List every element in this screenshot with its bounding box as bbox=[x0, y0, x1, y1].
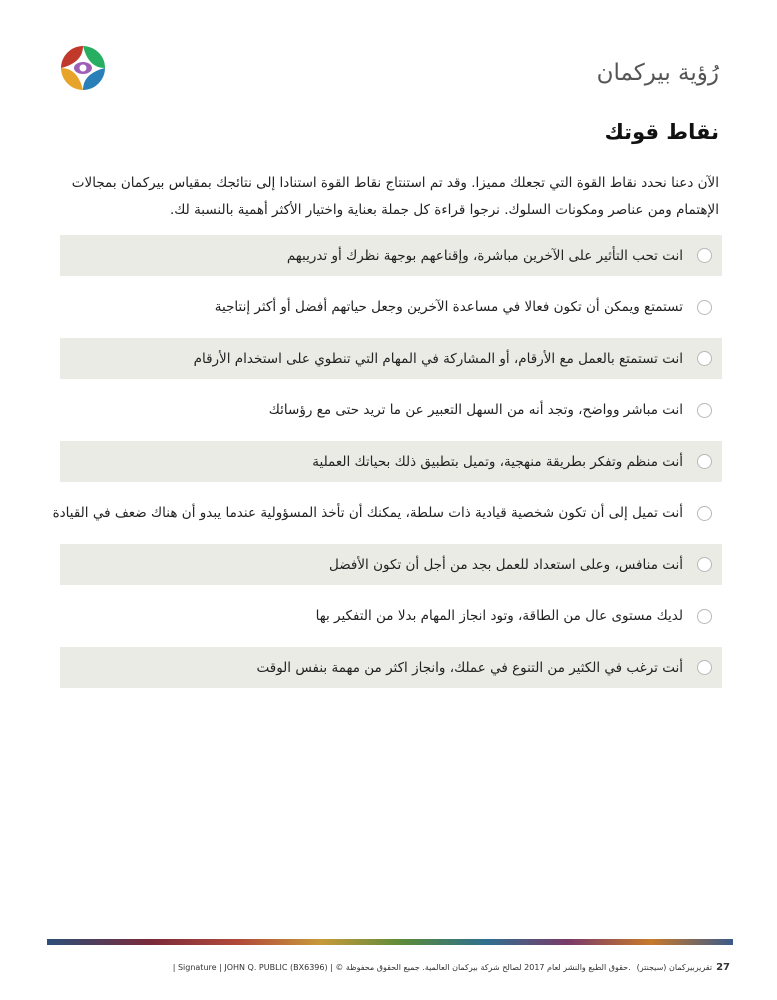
strength-option[interactable] bbox=[60, 596, 722, 637]
radio-button[interactable] bbox=[697, 300, 712, 315]
page-number: 27 bbox=[716, 962, 730, 973]
strength-option-label: أنت منافس، وعلى استعداد للعمل بجد من أجل أن تكون الأفضل bbox=[328, 556, 683, 573]
radio-button[interactable] bbox=[697, 454, 712, 469]
radio-button[interactable] bbox=[697, 403, 712, 418]
strength-option-label: أنت تميل إلى أن تكون شخصية قيادية ذات سلطة، يمكنك أن تأخذ المسؤولية عندما يبدو أن هناك ضعف في القيادة bbox=[52, 505, 683, 521]
strength-option[interactable] bbox=[60, 647, 722, 688]
intro-text: الآن دعنا نحدد نقاط القوة التي تجعلك مميزا. وقد تم استنتاج نقاط القوة استنادا إلى نتائجك بمقياس بيركمان بمجالات الإهتمام ومن عناصر ومكونات السلوك. نرجوا قراءة كل جملة بعناية واختيار الأكثر أهمية بالنسبة لك. bbox=[71, 175, 719, 218]
strength-option[interactable] bbox=[60, 338, 722, 379]
radio-button[interactable] bbox=[697, 248, 712, 263]
section-title: نقاط قوتك bbox=[604, 120, 719, 144]
radio-button[interactable] bbox=[697, 557, 712, 572]
strength-option-label: انت تحب التأثير على الآخرين مباشرة، وإقناعهم بوجهة نظرك أو تدريبهم bbox=[286, 247, 683, 264]
strength-option[interactable] bbox=[60, 287, 722, 328]
strength-option-label: أنت منظم وتفكر بطريقة منهجية، وتميل بتطبيق ذلك بحياتك العملية bbox=[312, 453, 683, 470]
strength-option[interactable] bbox=[52, 493, 722, 534]
page-footer bbox=[173, 962, 730, 973]
footer-color-bar bbox=[47, 939, 733, 945]
footer-copyright: | Signature | JOHN Q. PUBLIC (BX6396) | © حقوق الطبع والنشر لعام 2017 لصالح شركة بيركمان العالمية. جميع الحقوق محفوظة. bbox=[172, 963, 631, 972]
brand-title: رُؤية بيركمان bbox=[596, 60, 719, 86]
radio-button[interactable] bbox=[697, 660, 712, 675]
strength-option[interactable] bbox=[60, 235, 722, 276]
strength-option[interactable] bbox=[60, 441, 722, 482]
strength-option-label: انت تستمتع بالعمل مع الأرقام، أو المشاركة في المهام التي تنطوي على استخدام الأرقام bbox=[193, 350, 683, 367]
strength-option[interactable] bbox=[60, 544, 722, 585]
strengths-options-list bbox=[52, 235, 722, 699]
radio-button[interactable] bbox=[697, 506, 712, 521]
birkman-logo-icon bbox=[57, 42, 109, 94]
strength-option[interactable] bbox=[60, 390, 722, 431]
report-name: تقريربيركمان (سيجنتر) bbox=[636, 963, 713, 972]
radio-button[interactable] bbox=[697, 351, 712, 366]
strength-option-label: لديك مستوى عال من الطاقة، وتود انجاز المهام بدلا من التفكير بها bbox=[315, 608, 683, 624]
strength-option-label: تستمتع ويمكن أن تكون فعالا في مساعدة الآخرين وجعل حياتهم أفضل أو أكثر إنتاجية bbox=[214, 299, 683, 315]
strength-option-label: أنت ترغب في الكثير من التنوع في عملك، وانجاز اكثر من مهمة بنفس الوقت bbox=[256, 659, 683, 676]
strength-option-label: انت مباشر وواضح، وتجد أنه من السهل التعبير عن ما تريد حتى مع رؤسائك bbox=[268, 402, 683, 418]
radio-button[interactable] bbox=[697, 609, 712, 624]
